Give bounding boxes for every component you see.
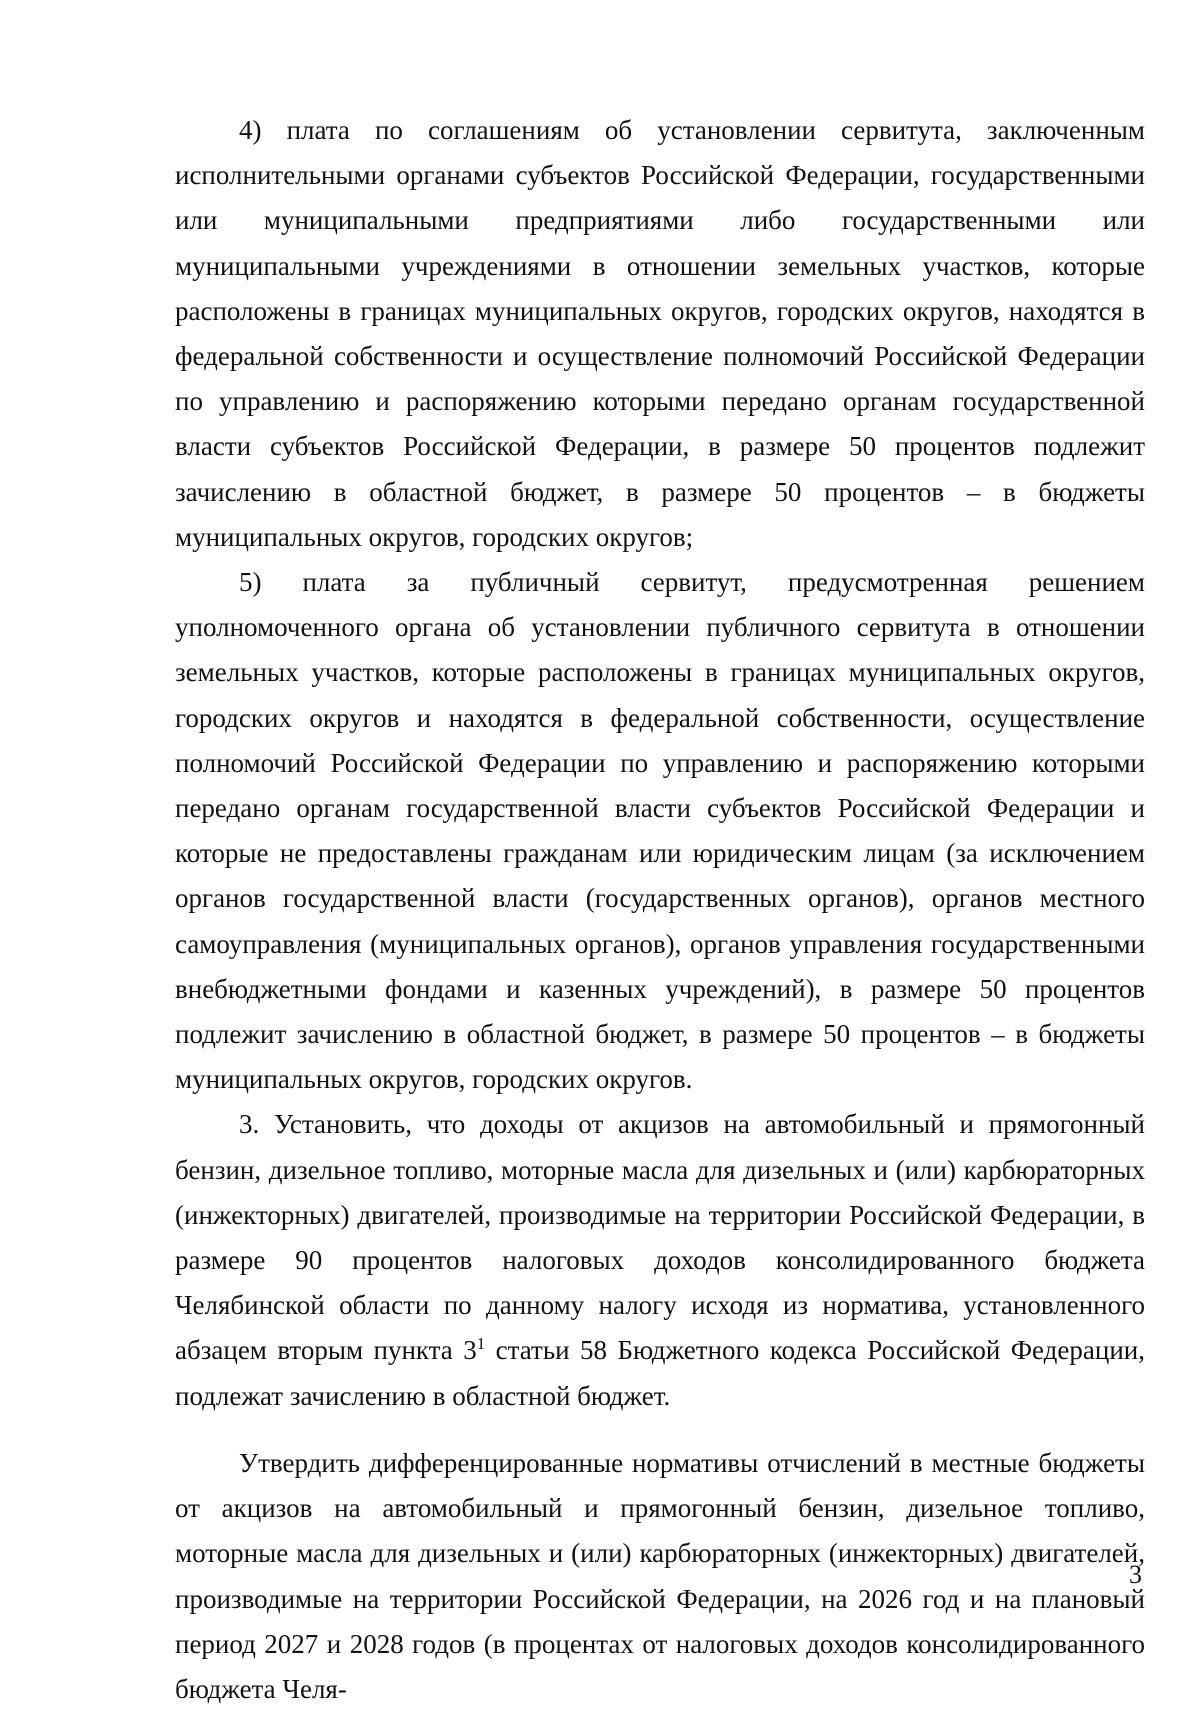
clause-3-text-end: статьи 58 Бюджетного кодекса Российской Федерации, подлежат зачислению в областной бюджет. [175,1335,1145,1411]
paragraph-clause-3 [175,1102,1145,1418]
paragraph-approve-norms: Утвердить дифференцированные нормативы отчислений в местные бюджеты от акцизов на автомобильный и прямогонный бензин, дизельное топливо, моторные масла для дизельных и (или) карбюраторных (инжекторных) двигателей, производимые на территории Российской Федерации, на 2026 год и на плановый период 2027 и 2028 годов (в процентах от налоговых доходов консолидированного бюджета Челя- [175,1447,1145,1704]
document-body [175,108,1145,1712]
paragraph-item-4: 4) плата по соглашениям об установлении сервитута, заключенным исполнительными органами субъектов Российской Федерации, государственными или муниципальными предприятиями либо государственными или муниципальными учреждениями в отношении земельных участков, которые расположены в границах муниципальных округов, городских округов, находятся в федеральной собственности и осуществление полномочий Российской Федерации по управлению и распоряжению которыми передано органам государственной власти субъектов Российской Федерации, в размере 50 процентов подлежит зачислению в областной бюджет, в размере 50 процентов – в бюджеты муниципальных округов, городских округов; [175,115,1145,552]
page-number: 3 [1129,1560,1142,1589]
clause-3-text-start: 3. Установить, что доходы от акцизов на автомобильный и прямогонный бензин, дизельное топливо, моторные масла для дизельных и (или) карбюраторных (инжекторных) двигателей, производимые на территории Российской Федерации, в размере 90 процентов налоговых доходов консолидированного бюджета Челябинской области по данному налогу исходя из норматива, установленного абзацем вторым пункта 3 [175,1109,1145,1366]
clause-3-superscript: 1 [476,1334,486,1354]
paragraph-item-5: 5) плата за публичный сервитут, предусмотренная решением уполномоченного органа об установлении публичного сервитута в отношении земельных участков, которые расположены в границах муниципальных округов, городских округов и находятся в федеральной собственности, осуществление полномочий Российской Федерации по управлению и распоряжению которыми передано органам государственной власти субъектов Российской Федерации и которые не предоставлены гражданам или юридическим лицам (за исключением органов государственной власти (государственных органов), органов местного самоуправления (муниципальных органов), органов управления государственными внебюджетными фондами и казенных учреждений), в размере 50 процентов подлежит зачислению в областной бюджет, в размере 50 процентов – в бюджеты муниципальных округов, городских округов. [175,567,1145,1095]
